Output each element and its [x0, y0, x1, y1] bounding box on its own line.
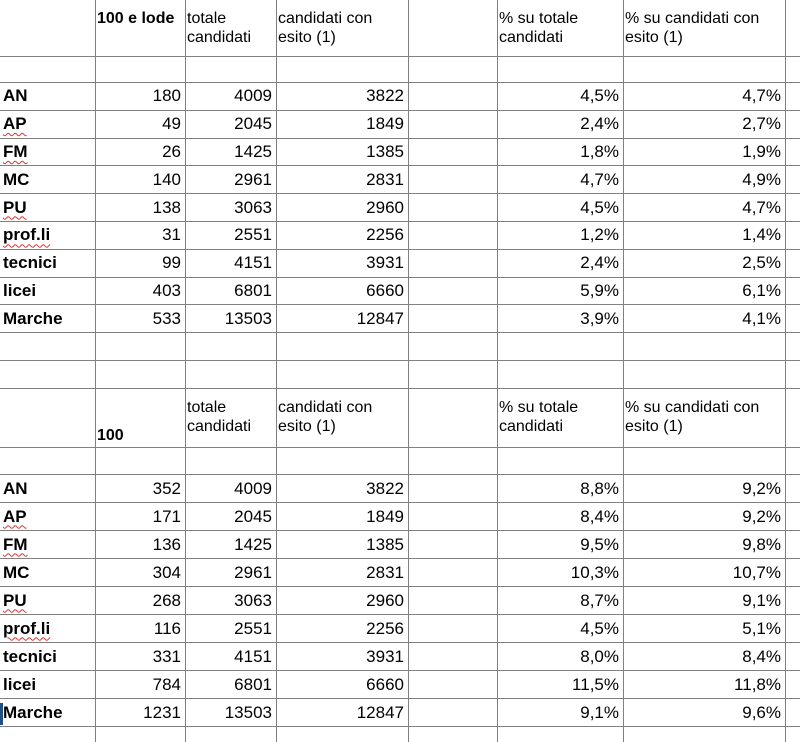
pct-outcome-cell[interactable]: 6,1%: [742, 280, 781, 300]
pct-outcome-cell[interactable]: 9,8%: [742, 534, 781, 554]
pct-outcome-cell[interactable]: 11,8%: [734, 674, 781, 694]
count-cell[interactable]: 533: [152, 308, 181, 328]
row-label-cell[interactable]: MC: [3, 562, 30, 582]
row-label-cell[interactable]: licei: [3, 674, 37, 694]
count-cell[interactable]: 403: [152, 280, 181, 300]
with-outcome-cell[interactable]: 3822: [366, 478, 404, 498]
table-row: [0, 250, 800, 278]
pct-outcome-cell[interactable]: 9,6%: [742, 702, 781, 722]
with-outcome-cell[interactable]: 6660: [366, 674, 404, 694]
count-cell[interactable]: 180: [152, 86, 181, 106]
with-outcome-cell[interactable]: 12847: [356, 702, 404, 722]
with-outcome-cell[interactable]: 2256: [366, 225, 404, 245]
row-label-cell[interactable]: AN: [3, 478, 28, 498]
with-outcome-cell[interactable]: 2831: [366, 169, 404, 189]
pct-total-cell[interactable]: 4,5%: [580, 86, 619, 106]
pct-total-cell[interactable]: 2,4%: [580, 253, 619, 273]
pct-outcome-cell[interactable]: 10,7%: [732, 562, 781, 582]
row-label-cell[interactable]: PU: [3, 197, 27, 217]
count-cell[interactable]: 331: [152, 646, 181, 666]
with-outcome-cell[interactable]: 1385: [366, 534, 404, 554]
header-cell-pct-total[interactable]: % su totale candidati: [499, 399, 579, 435]
count-cell[interactable]: 136: [152, 534, 181, 554]
header-cell-with-outcome[interactable]: candidati con esito (1): [278, 399, 373, 435]
pct-total-cell[interactable]: 8,8%: [580, 478, 619, 498]
with-outcome-cell[interactable]: 3931: [366, 646, 404, 666]
empty-row: [0, 333, 800, 361]
pct-total-cell[interactable]: 8,7%: [580, 590, 619, 610]
row-label-cell[interactable]: licei: [3, 280, 37, 300]
pct-total-cell[interactable]: 8,0%: [580, 646, 619, 666]
header-cell-pct-total[interactable]: % su totale candidati: [499, 10, 579, 46]
table-row: [0, 587, 800, 615]
total-cell[interactable]: 4009: [234, 86, 272, 106]
pct-outcome-cell[interactable]: 4,9%: [742, 169, 781, 189]
pct-outcome-cell[interactable]: 2,5%: [742, 253, 781, 273]
empty-row: [0, 57, 800, 83]
table-row: [0, 503, 800, 531]
total-cell[interactable]: 2961: [234, 562, 272, 582]
table-row: [0, 139, 800, 167]
pct-outcome-cell[interactable]: 9,2%: [742, 506, 781, 526]
count-cell[interactable]: 268: [152, 590, 181, 610]
pct-total-cell[interactable]: 1,2%: [580, 225, 619, 245]
total-cell[interactable]: 1425: [234, 534, 272, 554]
pct-outcome-cell[interactable]: 5,1%: [742, 618, 781, 638]
table-row: [0, 559, 800, 587]
with-outcome-cell[interactable]: 1849: [366, 114, 404, 134]
pct-outcome-cell[interactable]: 4,1%: [742, 308, 781, 328]
count-cell[interactable]: 31: [162, 225, 181, 245]
header-cell-pct-outcome[interactable]: % su candidati con esito (1): [625, 10, 760, 46]
pct-outcome-cell[interactable]: 1,4%: [742, 225, 781, 245]
table-row: [0, 475, 800, 503]
header-cell-with-outcome[interactable]: candidati con esito (1): [278, 10, 373, 46]
row-label-cell[interactable]: tecnici: [3, 646, 57, 666]
table-row: [0, 531, 800, 559]
pct-outcome-cell[interactable]: 2,7%: [742, 114, 781, 134]
with-outcome-cell[interactable]: 6660: [366, 280, 404, 300]
header-cell-pct-outcome[interactable]: % su candidati con esito (1): [625, 399, 760, 435]
total-cell[interactable]: 3063: [234, 197, 272, 217]
with-outcome-cell[interactable]: 2831: [366, 562, 404, 582]
with-outcome-cell[interactable]: 12847: [356, 308, 404, 328]
row-label-cell[interactable]: prof.li: [3, 225, 51, 245]
cell-cursor-marker: [0, 703, 3, 725]
with-outcome-cell[interactable]: 2960: [366, 590, 404, 610]
pct-total-cell[interactable]: 10,3%: [570, 562, 619, 582]
table-row: [0, 699, 800, 727]
count-cell[interactable]: 352: [152, 478, 181, 498]
count-cell[interactable]: 138: [152, 197, 181, 217]
row-label-cell[interactable]: PU: [3, 590, 27, 610]
empty-row: [0, 448, 800, 475]
table-row: [0, 83, 800, 111]
total-cell[interactable]: 4009: [234, 478, 272, 498]
total-cell[interactable]: 4151: [234, 253, 272, 273]
with-outcome-cell[interactable]: 2960: [366, 197, 404, 217]
total-cell[interactable]: 13503: [224, 702, 272, 722]
pct-outcome-cell[interactable]: 4,7%: [742, 197, 781, 217]
table-row: [0, 194, 800, 222]
row-label-cell[interactable]: FM: [3, 534, 28, 554]
header-cell-count[interactable]: 100 e lode: [97, 10, 175, 27]
empty-row: [0, 361, 800, 389]
total-cell[interactable]: 3063: [234, 590, 272, 610]
pct-outcome-cell[interactable]: 4,7%: [742, 86, 781, 106]
header-row-1: [0, 0, 800, 57]
total-cell[interactable]: 2045: [234, 114, 272, 134]
table-row: [0, 615, 800, 643]
header-cell-count[interactable]: 100: [97, 427, 124, 444]
total-cell[interactable]: 2551: [234, 618, 272, 638]
row-label-cell[interactable]: tecnici: [3, 253, 57, 273]
count-cell[interactable]: 1231: [143, 702, 181, 722]
with-outcome-cell[interactable]: 1849: [366, 506, 404, 526]
total-cell[interactable]: 2045: [234, 506, 272, 526]
pct-outcome-cell[interactable]: 9,1%: [742, 590, 781, 610]
count-cell[interactable]: 116: [153, 618, 181, 638]
total-cell[interactable]: 6801: [234, 674, 272, 694]
total-cell[interactable]: 2961: [234, 169, 272, 189]
count-cell[interactable]: 784: [152, 674, 181, 694]
row-label-cell[interactable]: prof.li: [3, 618, 51, 638]
with-outcome-cell[interactable]: 3931: [366, 253, 404, 273]
row-label-cell[interactable]: AP: [3, 506, 27, 526]
row-label-cell[interactable]: Marche: [3, 702, 63, 722]
with-outcome-cell[interactable]: 1385: [366, 141, 404, 161]
pct-total-cell[interactable]: 4,7%: [580, 169, 619, 189]
with-outcome-cell[interactable]: 2256: [366, 618, 404, 638]
pct-total-cell[interactable]: 1,8%: [580, 141, 619, 161]
pct-total-cell[interactable]: 8,4%: [580, 506, 619, 526]
row-label-cell[interactable]: Marche: [3, 308, 63, 328]
with-outcome-cell[interactable]: 3822: [366, 86, 404, 106]
table-row: [0, 166, 800, 194]
count-cell[interactable]: 171: [152, 506, 181, 526]
header-row-2: [0, 389, 800, 448]
total-cell[interactable]: 13503: [224, 308, 272, 328]
header-cell-total[interactable]: totale candidati: [187, 10, 252, 46]
pct-total-cell[interactable]: 5,9%: [580, 280, 619, 300]
pct-total-cell[interactable]: 2,4%: [580, 114, 619, 134]
pct-outcome-cell[interactable]: 8,4%: [742, 646, 781, 666]
pct-total-cell[interactable]: 11,5%: [572, 674, 619, 694]
table-row: [0, 671, 800, 699]
row-label-cell[interactable]: AN: [3, 86, 28, 106]
count-cell[interactable]: 99: [162, 253, 181, 273]
table-row: [0, 643, 800, 671]
pct-outcome-cell[interactable]: 1,9%: [742, 141, 781, 161]
total-cell[interactable]: 1425: [234, 141, 272, 161]
table-row: [0, 305, 800, 333]
total-cell[interactable]: 4151: [234, 646, 272, 666]
table-row: [0, 111, 800, 139]
count-cell[interactable]: 26: [162, 141, 181, 161]
header-cell-total[interactable]: totale candidati: [187, 399, 252, 435]
pct-total-cell[interactable]: 4,5%: [580, 197, 619, 217]
total-cell[interactable]: 6801: [234, 280, 272, 300]
row-label-cell[interactable]: FM: [3, 141, 28, 161]
pct-outcome-cell[interactable]: 9,2%: [742, 478, 781, 498]
pct-total-cell[interactable]: 9,5%: [580, 534, 619, 554]
table-row: [0, 278, 800, 306]
row-label-cell[interactable]: MC: [3, 169, 30, 189]
pct-total-cell[interactable]: 9,1%: [580, 702, 619, 722]
total-cell[interactable]: 2551: [234, 225, 272, 245]
count-cell[interactable]: 304: [152, 562, 181, 582]
count-cell[interactable]: 49: [162, 114, 181, 134]
pct-total-cell[interactable]: 4,5%: [580, 618, 619, 638]
row-label-cell[interactable]: AP: [3, 114, 27, 134]
count-cell[interactable]: 140: [152, 169, 181, 189]
pct-total-cell[interactable]: 3,9%: [580, 308, 619, 328]
table-row: [0, 222, 800, 250]
